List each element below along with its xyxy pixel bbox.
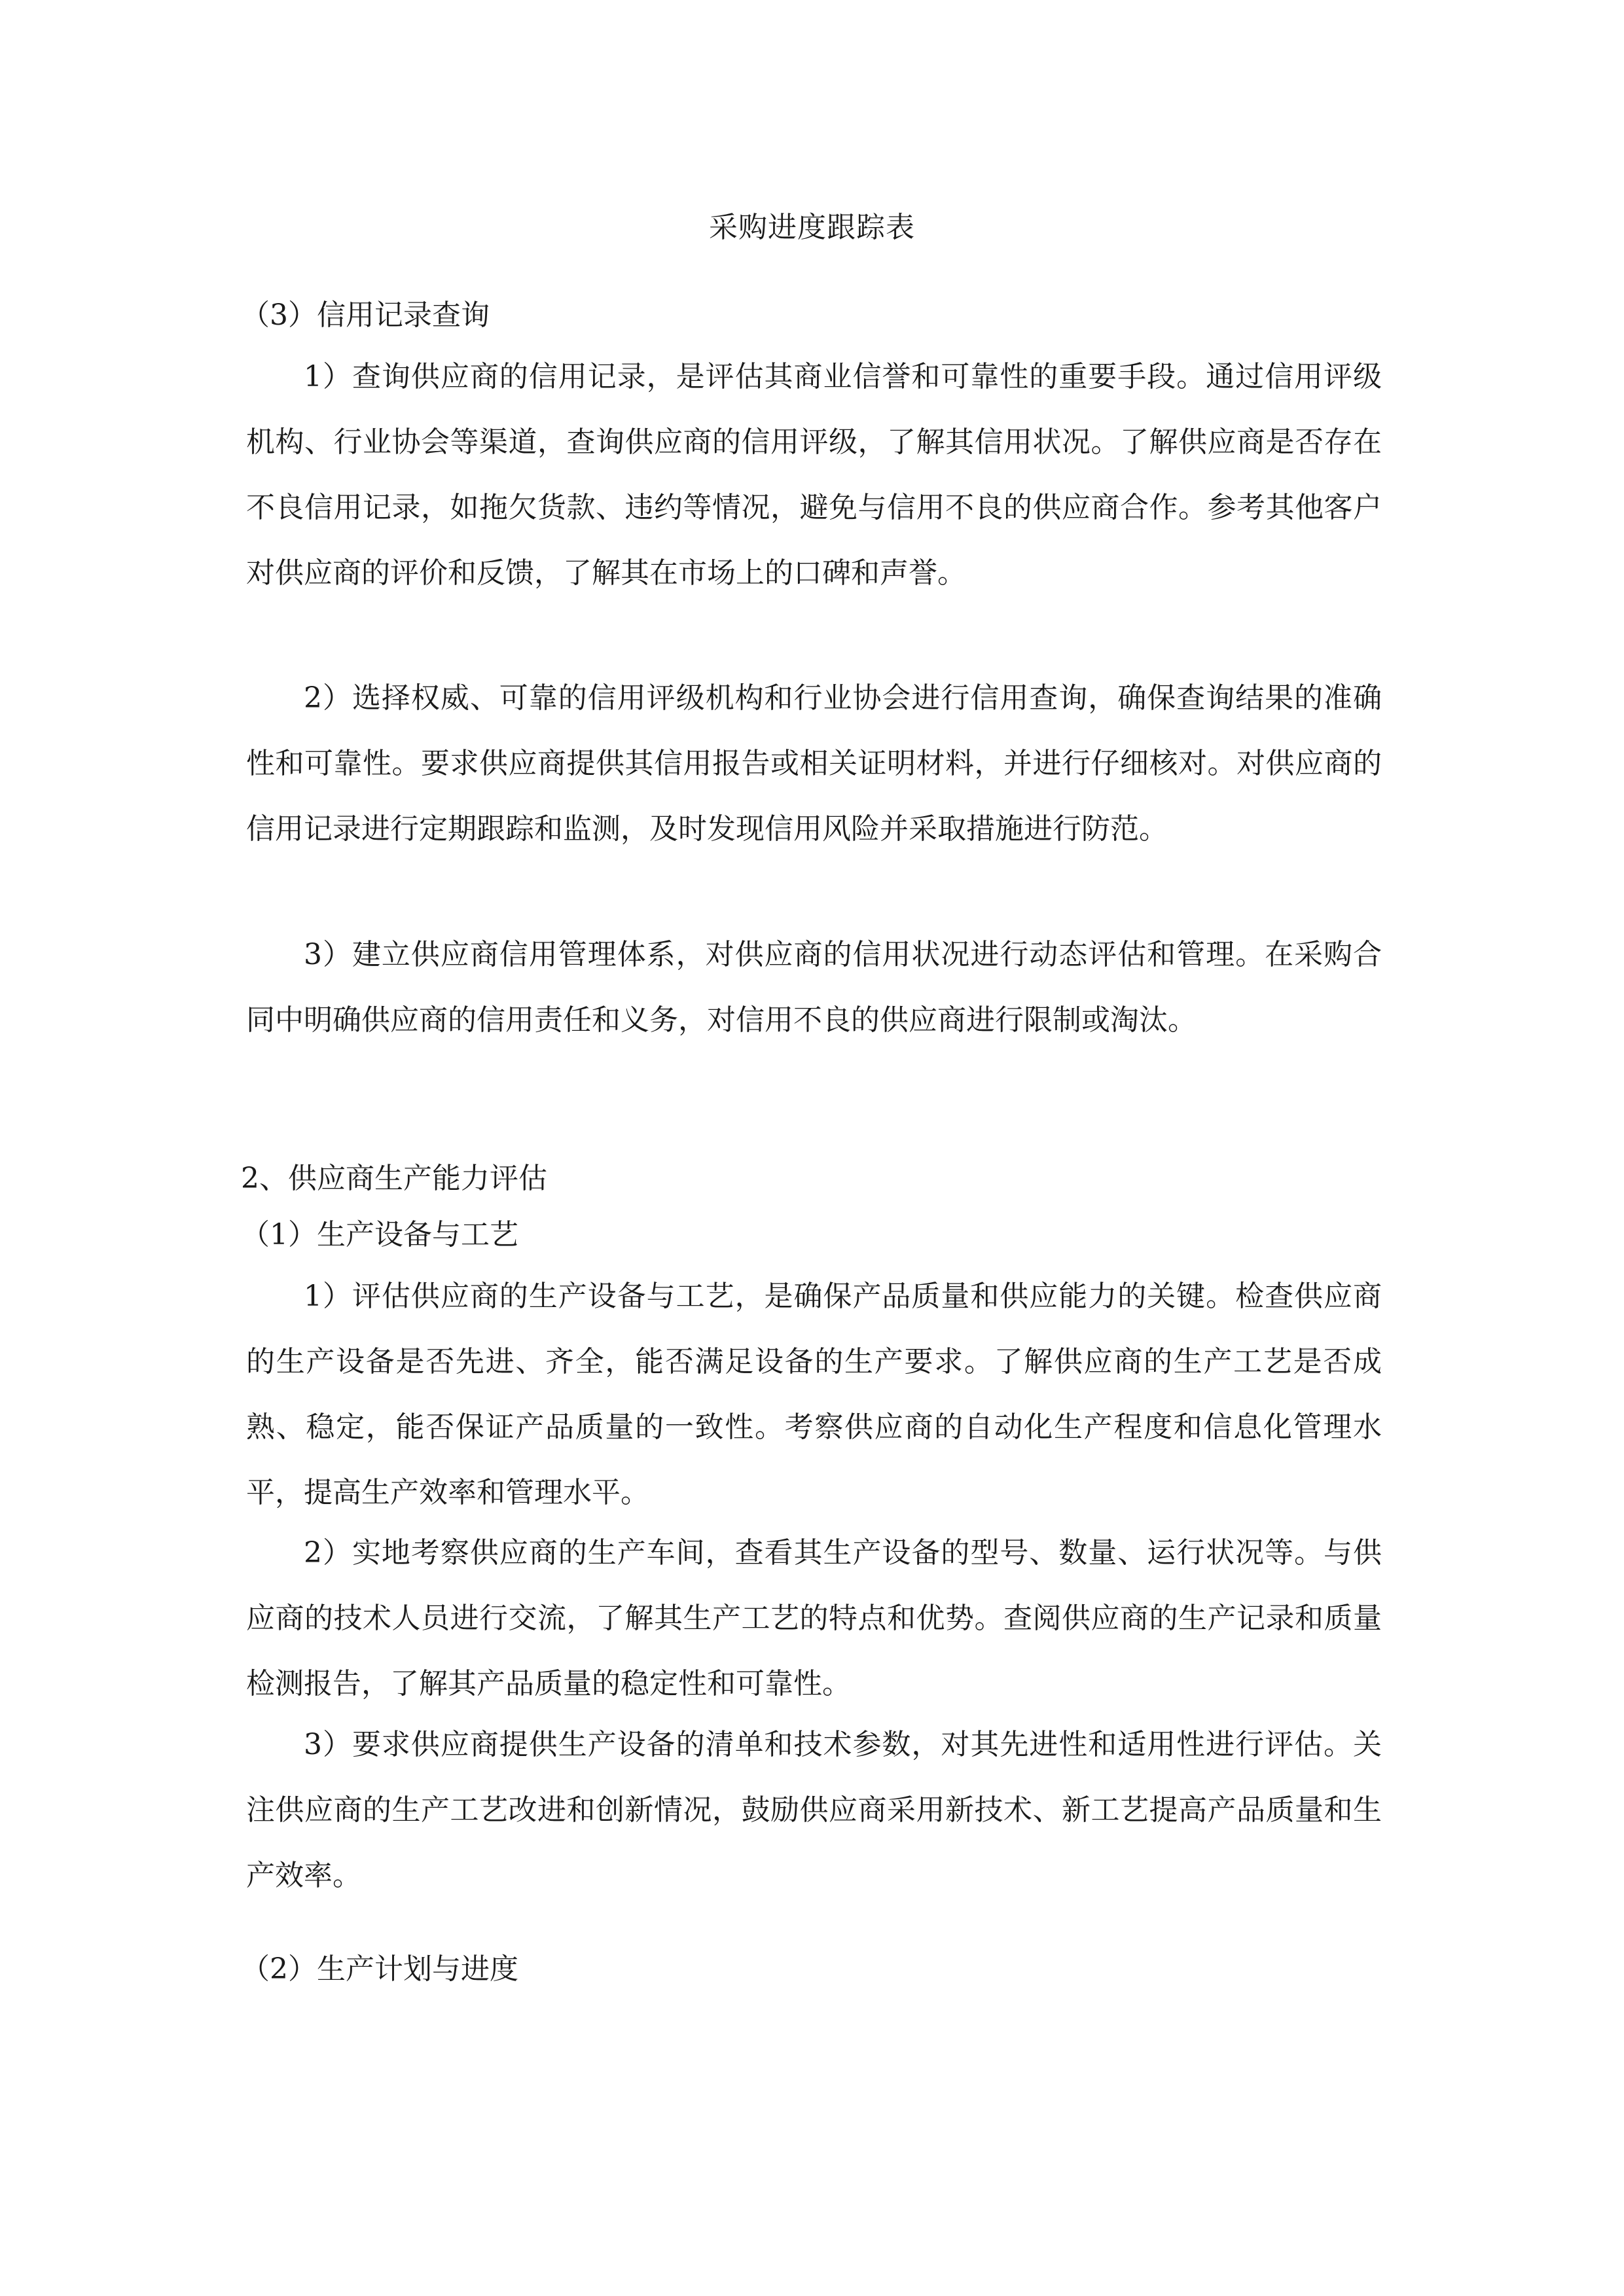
- heading-equipment-process: （1）生产设备与工艺: [241, 1218, 518, 1251]
- paragraph-credit-3: 3）建立供应商信用管理体系，对供应商的信用状况进行动态评估和管理。在采购合同中明确供应商的信用责任和义务，对信用不良的供应商进行限制或淘汰。: [246, 938, 1382, 1037]
- paragraph-equipment-1: 1）评估供应商的生产设备与工艺，是确保产品质量和供应能力的关键。检查供应商的生产设备是否先进、齐全，能否满足设备的生产要求。了解供应商的生产工艺是否成熟、稳定，能否保证产品质量的一致性。考察供应商的自动化生产程度和信息化管理水平，提高生产效率和管理水平。: [246, 1280, 1382, 1509]
- paragraph-credit-1: 1）查询供应商的信用记录，是评估其商业信誉和可靠性的重要手段。通过信用评级机构、行业协会等渠道，查询供应商的信用评级，了解其信用状况。了解供应商是否存在不良信用记录，如拖欠货款、违约等情况，避免与信用不良的供应商合作。参考其他客户对供应商的评价和反馈，了解其在市场上的口碑和声誉。: [246, 360, 1382, 590]
- heading-credit-record-query: （3）信用记录查询: [241, 298, 490, 332]
- paragraph-equipment-2: 2）实地考察供应商的生产车间，查看其生产设备的型号、数量、运行状况等。与供应商的技术人员进行交流，了解其生产工艺的特点和优势。查阅供应商的生产记录和质量检测报告，了解其产品质量的稳定性和可靠性。: [246, 1536, 1382, 1700]
- heading-production-plan: （2）生产计划与进度: [241, 1952, 518, 1986]
- section-heading-production-capacity: 2、供应商生产能力评估: [241, 1162, 547, 1195]
- page-title: 采购进度跟踪表: [709, 211, 915, 244]
- paragraph-credit-2: 2）选择权威、可靠的信用评级机构和行业协会进行信用查询，确保查询结果的准确性和可靠性。要求供应商提供其信用报告或相关证明材料，并进行仔细核对。对供应商的信用记录进行定期跟踪和监测，及时发现信用风险并采取措施进行防范。: [246, 681, 1382, 846]
- paragraph-equipment-3: 3）要求供应商提供生产设备的清单和技术参数，对其先进性和适用性进行评估。关注供应商的生产工艺改进和创新情况，鼓励供应商采用新技术、新工艺提高产品质量和生产效率。: [246, 1728, 1382, 1892]
